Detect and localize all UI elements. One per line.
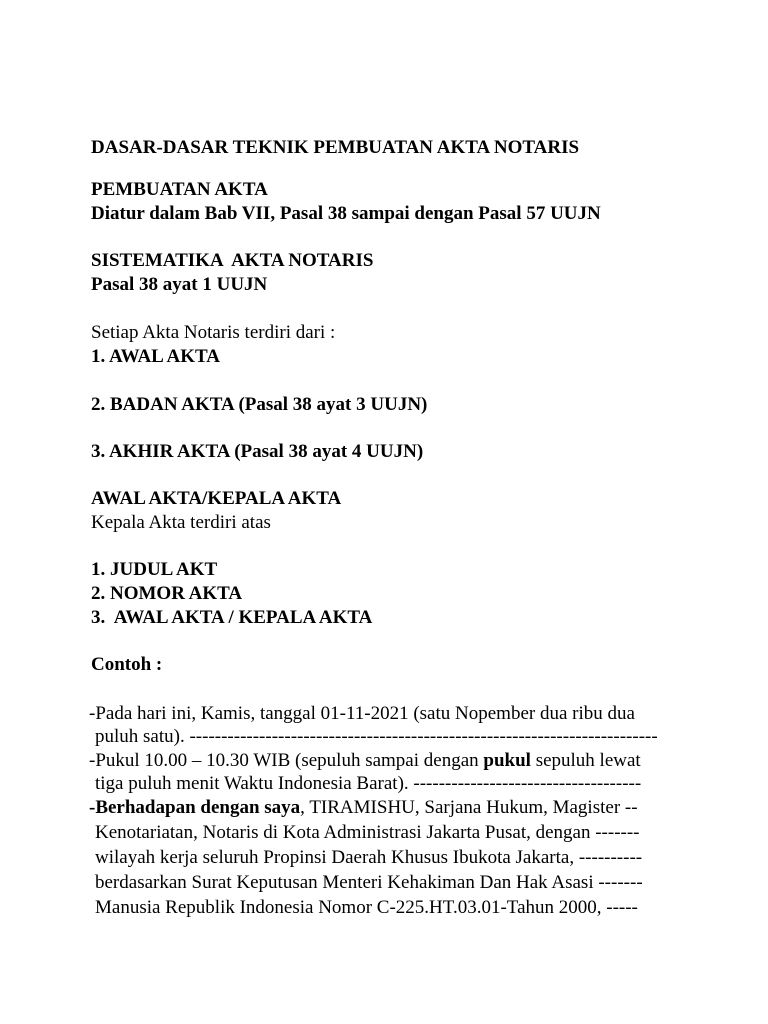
contoh-heading: Contoh : [91, 654, 163, 675]
contoh-line: Manusia Republik Indonesia Nomor C-225.HT.03.01-Tahun 2000, ----- [95, 897, 638, 918]
contoh-line-text: sepuluh lewat [530, 750, 641, 771]
contoh-line: -Pada hari ini, Kamis, tanggal 01-11-2021 (satu Nopember dua ribu dua [89, 703, 635, 724]
contoh-line: berdasarkan Surat Keputusan Menteri Kehakiman Dan Hak Asasi ------- [95, 872, 643, 893]
contoh-line-text: , TIRAMISHU, Sarjana Hukum, Magister -- [300, 797, 638, 818]
awal-akta-item: 1. JUDUL AKT [91, 559, 218, 580]
sistematika-item: 3. AKHIR AKTA (Pasal 38 ayat 4 UUJN) [91, 441, 424, 462]
contoh-line-text: -Pukul 10.00 – 10.30 WIB (sepuluh sampai dengan [89, 750, 484, 771]
contoh-line-emphasis: pukul [483, 750, 531, 771]
pembuatan-subheading: Diatur dalam Bab VII, Pasal 38 sampai dengan Pasal 57 UUJN [91, 203, 601, 224]
contoh-line-emphasis: -Berhadapan dengan saya [89, 797, 301, 818]
awal-akta-item: 3. AWAL AKTA / KEPALA AKTA [91, 607, 373, 628]
awal-akta-intro: Kepala Akta terdiri atas [91, 512, 271, 533]
contoh-line: Kenotariatan, Notaris di Kota Administrasi Jakarta Pusat, dengan ------- [95, 822, 640, 843]
document-title: DASAR-DASAR TEKNIK PEMBUATAN AKTA NOTARIS [91, 137, 580, 158]
contoh-line [89, 796, 638, 820]
awal-akta-heading: AWAL AKTA/KEPALA AKTA [91, 488, 342, 509]
sistematika-heading: SISTEMATIKA AKTA NOTARIS [91, 250, 374, 271]
pembuatan-heading: PEMBUATAN AKTA [91, 179, 268, 200]
contoh-line [89, 749, 641, 773]
sistematika-intro: Setiap Akta Notaris terdiri dari : [91, 322, 336, 343]
contoh-line: puluh satu). -------------------------------------------------------------------------- [95, 726, 658, 747]
contoh-line: wilayah kerja seluruh Propinsi Daerah Khusus Ibukota Jakarta, ---------- [95, 847, 643, 868]
contoh-line: tiga puluh menit Waktu Indonesia Barat). ------------------------------------ [95, 773, 642, 794]
sistematika-item: 1. AWAL AKTA [91, 346, 220, 367]
awal-akta-item: 2. NOMOR AKTA [91, 583, 243, 604]
sistematika-subheading: Pasal 38 ayat 1 UUJN [91, 274, 268, 295]
sistematika-item: 2. BADAN AKTA (Pasal 38 ayat 3 UUJN) [91, 394, 428, 415]
